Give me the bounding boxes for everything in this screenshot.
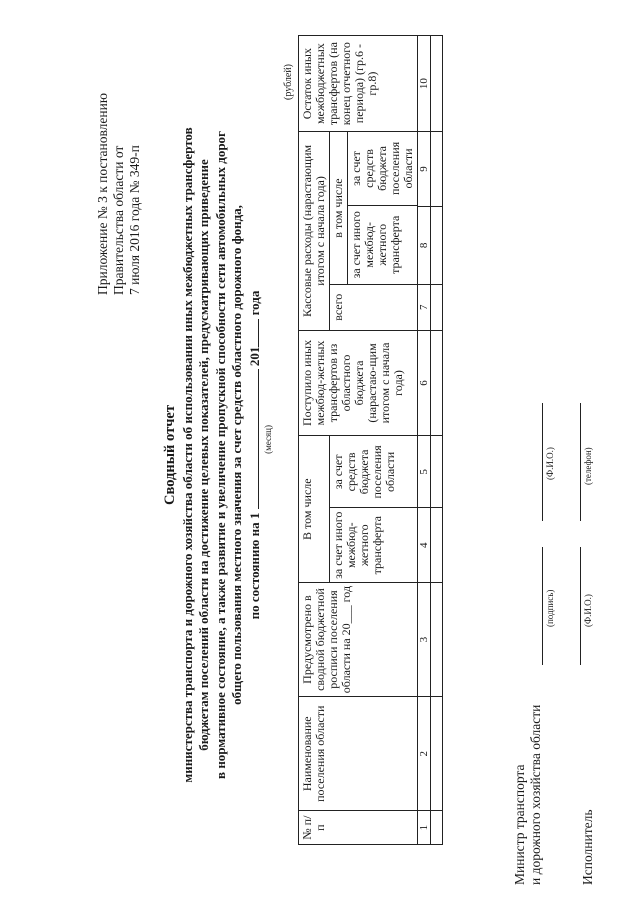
header-settlement-budget: за счет средств бюджета поселения области [330,436,418,508]
phone-line [580,403,581,521]
minister-signature-block [512,705,544,885]
header-cash-including [330,132,418,285]
year-blank [246,319,259,347]
report-table [298,35,443,845]
minister-fio-caption: (Ф.И.О.) [545,447,555,480]
appendix-line-3: 7 июля 2016 года № 349-п [127,145,142,295]
appendix-line-2: Правительства области от [111,145,126,295]
header-planned: Предусмотрено в сводной бюджетной росписи поселения области на 20___ год [299,582,418,696]
executor-fio-caption: (Ф.И.О.) [583,594,593,627]
col-number: 4 [418,508,431,583]
report-title-line-3: в нормативное состояние, а также развитие и увеличение пропускной способности сети автомобильных дорог [212,131,228,779]
empty-cell [431,36,443,132]
minister-fio-line [542,403,543,521]
header-cash-expenses: Кассовые расходы (нарастающим итогом с начала года) [299,132,330,330]
col-number: 2 [418,697,431,811]
year-prefix: 201 [246,346,262,367]
header-other-transfer: за счет иного межбюд-жетного трансферта [330,508,418,583]
empty-cell [431,206,443,284]
header-cash-total: всего [330,284,418,330]
month-blank [246,369,273,509]
as-of-prefix: по состоянию на 1 [246,512,262,620]
signature-caption: (подпись) [545,589,555,627]
header-balance: Остаток иных межбюджетных трансфертов (на конец отчетного периода) (гр.6 - гр.8) [299,36,418,132]
col-number: 6 [418,330,431,436]
report-title-line-1: министерства транспорта и дорожного хозяйства области об использовании иных межбюджетных трансфертов [179,127,195,783]
phone-caption: (телефон) [583,447,593,485]
col-number: 5 [418,436,431,508]
appendix-header [95,15,143,295]
header-including-1: В том числе [299,436,330,583]
empty-cell [431,811,443,845]
empty-cell [431,582,443,696]
col-number: 1 [418,811,431,845]
executor-label: Исполнитель [580,809,595,885]
header-including-2: в том числе [330,132,348,284]
report-title-line-4: общего пользования местного значения за счет средств областного дорожного фонда, [229,205,244,705]
header-received: Поступило иных межбюд-жетных трансфертов из областного бюджета (нарастаю-щим итогом с начала года) [299,330,418,436]
report-title: Сводный отчет [162,405,178,505]
col-number: 8 [418,206,431,284]
signature-line [542,547,543,665]
executor-fio-line [580,547,581,665]
col-number: 9 [418,132,431,207]
as-of-suffix: года [246,290,262,316]
units-label: (рублей) [283,63,294,100]
empty-cell [431,132,443,207]
appendix-line-1: Приложение № 3 к постановлению [95,93,110,295]
report-title-line-2: бюджетам поселений области на достижение целевых показателей, предусматривающих приведение [196,159,211,751]
empty-cell [431,697,443,811]
header-other-transfer-2: за счет иного межбюд-жетного трансферта [348,205,417,284]
minister-title-line-2: и дорожного хозяйства области [528,704,543,885]
report-title-block [162,65,273,845]
column-number-row [418,36,431,845]
empty-cell [431,508,443,583]
empty-data-row [431,36,443,845]
col-number: 10 [418,36,431,132]
header-settlement-budget-2: за счет средств бюджета поселения области [349,141,415,196]
col-number: 3 [418,582,431,696]
report-as-of-date [246,290,273,620]
month-caption: (месяц) [262,425,273,454]
col-number: 7 [418,284,431,330]
header-settlement-name: Наименование поселения области [299,697,418,811]
minister-title-line-1: Министр транспорта [512,764,527,885]
empty-cell [431,284,443,330]
empty-cell [431,330,443,436]
header-num: № п/п [299,811,418,845]
empty-cell [431,436,443,508]
